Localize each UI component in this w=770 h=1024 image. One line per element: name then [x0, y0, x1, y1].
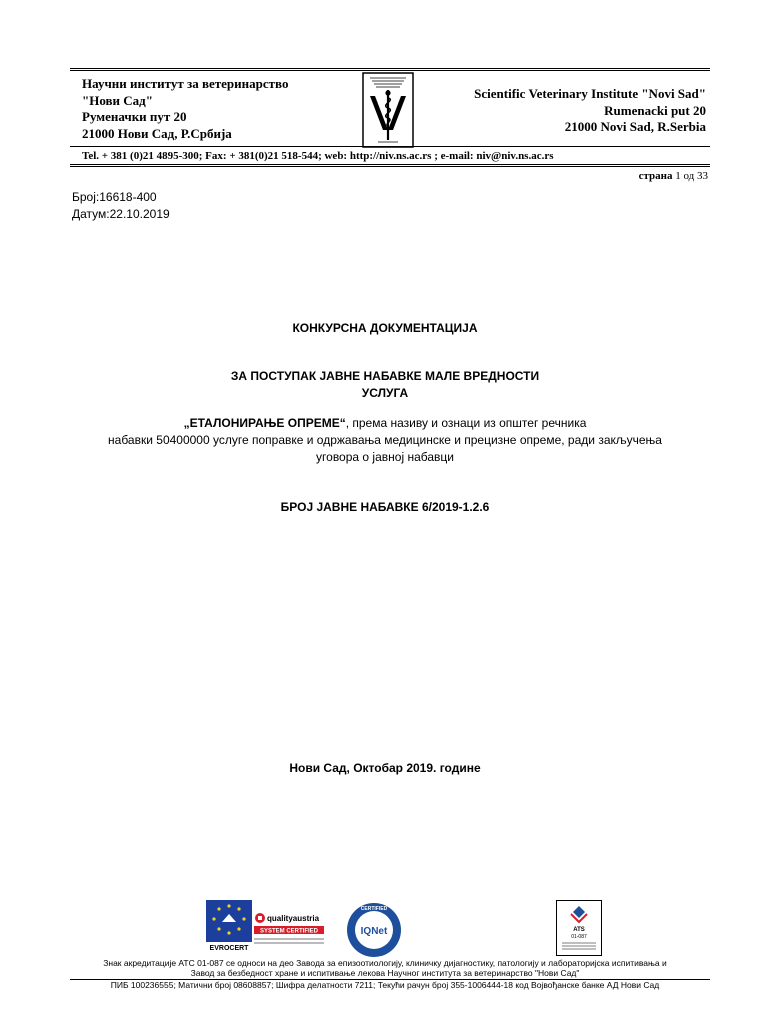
quality-austria-logo [254, 912, 324, 946]
page-current: 1 [675, 170, 681, 182]
address-line: 21000 Novi Sad, R.Serbia [564, 119, 706, 134]
ats-label: ATS [573, 927, 585, 933]
address-line: Rumenacki put 20 [604, 102, 706, 118]
quality-austria-brand: qualityaustria [267, 914, 320, 923]
address-line: Руменачки пут 20 [82, 109, 187, 124]
ats-accreditation-logo [556, 900, 602, 956]
institute-logo [362, 72, 414, 148]
accreditation-note-2: Завод за безбедност хране и испитивање лекова Научног института за ветеринарство "Нови Сад" [190, 968, 580, 978]
ats-code: 01-087 [571, 934, 587, 940]
accreditation-note: Знак акредитације АТС 01-087 се односи на део Завода за епизоотиологију, клиничку дијагностику, патологију и лабораторијска испитивања и [103, 958, 667, 968]
page-of: од [683, 170, 695, 182]
evrocert-logo [206, 900, 252, 954]
procedure-title: ЗА ПОСТУПАК ЈАВНЕ НАБАВКЕ МАЛЕ ВРЕДНОСТИ [230, 369, 540, 383]
subject-line-2: набавки 50400000 услуге поправке и одржавања медицинске и прецизне опреме, ради закључења [108, 433, 662, 447]
page-number [639, 170, 708, 182]
document-number: Број:16618-400 [72, 190, 157, 204]
contact-line: Tel. + 381 (0)21 4895-300; Fax: + 381(0)21 518-544; web: http://niv.ns.ac.rs ; e-mail: niv@niv.ns.ac.rs [82, 150, 554, 162]
subject-name: „ЕТАЛОНИРАЊЕ ОПРЕМЕ“ [183, 416, 346, 430]
address-line: "Нови Сад" [82, 92, 153, 108]
address-line: Scientific Veterinary Institute "Novi Sad" [474, 86, 706, 101]
iqnet-ring-label: CERTIFIED [360, 906, 388, 912]
page-label: страна [638, 170, 673, 182]
subject-line-1 [40, 415, 730, 432]
page-total: 33 [697, 170, 708, 182]
iqnet-label: IQNet [360, 926, 388, 937]
subject-desc: , према називу и ознаци из општег речника [345, 416, 587, 430]
place-and-date: Нови Сад, Октобар 2019. године [289, 761, 481, 775]
document-date: Датум:22.10.2019 [72, 207, 170, 221]
address-line: Научни институт за ветеринарство [82, 76, 289, 91]
header-bottom-rule [70, 164, 710, 167]
address-line: 21000 Нови Сад, Р.Србија [82, 125, 232, 141]
registry-info: ПИБ 100236555; Матични број 08608857; Шифра делатности 7211; Текући рачун број 355-1006444-18 код Војвођанске банке АД Нови Сад [110, 980, 660, 990]
document-title: КОНКУРСНА ДОКУМЕНТАЦИЈА [292, 321, 478, 335]
institute-address-en [474, 86, 706, 136]
quality-austria-sub: SYSTEM CERTIFIED [259, 928, 319, 935]
subject-line-3: уговора о јавној набавци [316, 450, 454, 464]
evrocert-label: EVROCERT [209, 945, 249, 952]
iqnet-logo [346, 902, 402, 958]
header-top-rule [70, 68, 710, 71]
procurement-number: БРОЈ ЈАВНЕ НАБАВКЕ 6/2019-1.2.6 [280, 500, 490, 514]
procedure-type: УСЛУГА [361, 386, 409, 400]
institute-address-sr [82, 76, 288, 142]
